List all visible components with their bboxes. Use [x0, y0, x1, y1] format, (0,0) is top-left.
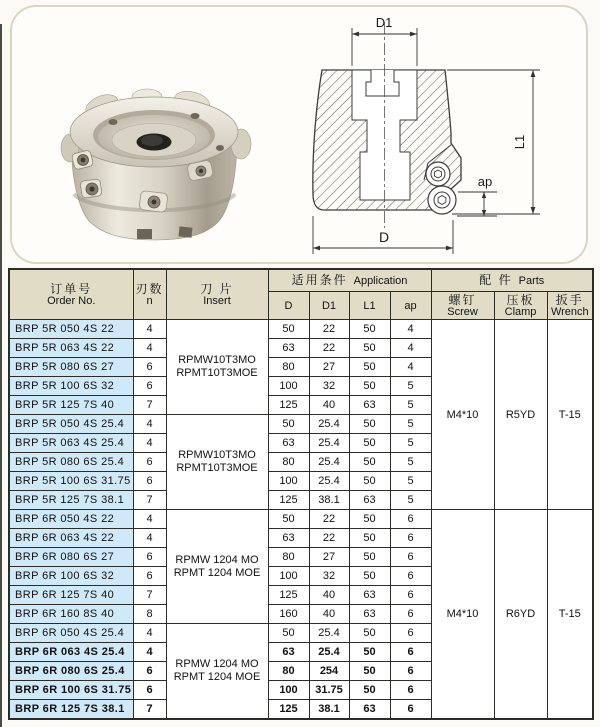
l1-cell: 63	[349, 605, 390, 624]
scan-edge-line	[0, 24, 2, 727]
flute-count-cell: 7	[133, 700, 166, 720]
order-cell: BRP 5R 063 4S 25.4	[9, 434, 133, 453]
ap-cell: 4	[390, 358, 431, 377]
d1-cell: 25.4	[309, 415, 349, 434]
clamp-cell: R6YD	[494, 510, 547, 720]
order-cell: BRP 6R 063 4S 22	[9, 529, 133, 548]
ap-cell: 6	[390, 567, 431, 586]
d-cell: 50	[268, 624, 309, 643]
insert-with-screw	[139, 190, 168, 212]
l1-cell: 50	[349, 567, 390, 586]
d-cell: 80	[268, 358, 309, 377]
wrench-cell: T-15	[547, 320, 593, 510]
face-screw-hole	[191, 113, 200, 119]
order-cell: BRP 6R 100 6S 31.75	[9, 681, 133, 700]
flute-count-cell: 6	[133, 377, 166, 396]
flute-count-cell: 4	[133, 643, 166, 662]
ap-cell: 5	[390, 434, 431, 453]
col-header-clamp-en: Clamp	[504, 305, 537, 318]
dimension-label-l1: L1	[512, 134, 527, 150]
order-cell: BRP 6R 080 6S 27	[9, 548, 133, 567]
l1-cell: 50	[349, 377, 390, 396]
d1-cell: 22	[309, 510, 349, 529]
screw-cell: M4*10	[431, 510, 494, 720]
product-photo	[40, 52, 275, 257]
flute-count-cell: 4	[133, 434, 166, 453]
d-cell: 63	[268, 339, 309, 358]
insert-screw	[428, 186, 456, 214]
insert-cell	[166, 320, 268, 415]
l1-cell: 50	[349, 548, 390, 567]
col-group-application	[268, 269, 431, 292]
d1-cell: 254	[309, 662, 349, 681]
screw-cell: M4*10	[431, 320, 494, 510]
ap-cell: 6	[390, 624, 431, 643]
order-cell: BRP 6R 063 4S 25.4	[9, 643, 133, 662]
d-cell: 100	[268, 472, 309, 491]
insert-line: RPMT10T3MOE	[176, 367, 258, 379]
table-row	[9, 320, 593, 339]
l1-cell: 63	[349, 586, 390, 605]
d-cell: 63	[268, 529, 309, 548]
order-cell: BRP 6R 050 4S 25.4	[9, 624, 133, 643]
d1-cell: 27	[309, 358, 349, 377]
insert-line: RPMT 1204 MOE	[173, 566, 261, 579]
l1-cell: 50	[349, 339, 390, 358]
insert-line: RPMW10T3MO	[178, 354, 256, 366]
order-cell: BRP 6R 125 7S 40	[9, 586, 133, 605]
ap-cell: 5	[390, 396, 431, 415]
dimension-label-d1: D1	[375, 15, 393, 30]
col-header-order	[9, 269, 133, 320]
col-header-n-en: n	[146, 294, 153, 307]
l1-cell: 50	[349, 320, 390, 339]
col-header-screw-zh: 螺钉	[448, 292, 477, 307]
flute-count-cell: 6	[133, 662, 166, 681]
order-cell: BRP 6R 160 8S 40	[9, 605, 133, 624]
col-header-screw	[431, 292, 494, 320]
face-screw-hole	[109, 119, 118, 125]
col-header-clamp-zh: 压板	[506, 292, 535, 307]
spec-table	[8, 268, 594, 720]
drive-slot	[137, 229, 152, 239]
d1-cell: 32	[309, 567, 349, 586]
col-header-wrench-zh: 扳手	[555, 292, 584, 307]
flute-count-cell: 4	[133, 320, 166, 339]
flute-count-cell: 7	[133, 586, 166, 605]
l1-cell: 50	[349, 529, 390, 548]
d-cell: 160	[268, 605, 309, 624]
d1-cell: 22	[309, 529, 349, 548]
flute-count-cell: 6	[133, 567, 166, 586]
order-cell: BRP 5R 063 4S 22	[9, 339, 133, 358]
ap-cell: 4	[390, 339, 431, 358]
d1-cell: 25.4	[309, 643, 349, 662]
col-group-application-zh: 适用条件	[291, 273, 348, 287]
insert-cell	[166, 415, 268, 510]
flute-count-cell: 7	[133, 396, 166, 415]
order-cell: BRP 6R 080 6S 25.4	[9, 662, 133, 681]
drive-slot	[179, 226, 193, 237]
d-cell: 125	[268, 396, 309, 415]
insert-line: RPMW 1204 MO	[175, 553, 259, 566]
ap-cell: 6	[390, 586, 431, 605]
l1-cell: 50	[349, 453, 390, 472]
ap-cell: 6	[390, 700, 431, 720]
col-group-application-en: Application	[353, 275, 408, 287]
order-cell: BRP 5R 100 6S 31.75	[9, 472, 133, 491]
col-header-order-en: Order No.	[47, 294, 96, 307]
d1-cell: 38.1	[309, 700, 349, 720]
flute-count-cell: 6	[133, 472, 166, 491]
col-header-insert-en: Insert	[203, 294, 231, 307]
col-header-d: D	[268, 292, 309, 320]
d1-cell: 22	[309, 320, 349, 339]
l1-cell: 63	[349, 700, 390, 720]
clamp-cell: R5YD	[494, 320, 547, 510]
dimension-label-ap: ap	[477, 174, 493, 189]
col-group-parts-zh: 配 件	[479, 273, 513, 287]
ap-cell: 5	[390, 377, 431, 396]
order-cell: BRP 5R 080 6S 27	[9, 358, 133, 377]
col-header-clamp	[494, 292, 547, 320]
l1-cell: 50	[349, 434, 390, 453]
col-group-parts-en: Parts	[518, 275, 545, 287]
flute-count-cell: 4	[133, 339, 166, 358]
l1-cell: 50	[349, 643, 390, 662]
l1-cell: 50	[349, 472, 390, 491]
d1-cell: 40	[309, 605, 349, 624]
table-row	[9, 510, 593, 529]
clamp-screw	[426, 162, 450, 186]
table-header	[9, 269, 593, 320]
d-cell: 50	[268, 510, 309, 529]
d1-cell: 25.4	[309, 624, 349, 643]
flute-count-cell: 4	[133, 624, 166, 643]
ap-cell: 6	[390, 510, 431, 529]
flute-count-cell: 7	[133, 491, 166, 510]
d-cell: 80	[268, 662, 309, 681]
d1-cell: 31.75	[309, 681, 349, 700]
insert-cell	[166, 624, 268, 720]
order-cell: BRP 5R 080 6S 25.4	[9, 453, 133, 472]
d-cell: 63	[268, 643, 309, 662]
technical-drawing	[300, 8, 590, 258]
insert-line: RPMT10T3MOE	[176, 462, 258, 474]
dimension-ap	[457, 192, 497, 216]
l1-cell: 63	[349, 396, 390, 415]
ap-cell: 5	[390, 491, 431, 510]
flute-count-cell: 6	[133, 548, 166, 567]
d1-cell: 25.4	[309, 453, 349, 472]
d1-cell: 22	[309, 339, 349, 358]
col-header-insert	[166, 269, 268, 320]
d-cell: 50	[268, 320, 309, 339]
d1-cell: 40	[309, 396, 349, 415]
flute-count-cell: 4	[133, 415, 166, 434]
insert-line: RPMW 1204 MO	[175, 658, 259, 670]
d-cell: 100	[268, 377, 309, 396]
dimension-label-d: D	[378, 229, 390, 245]
ap-cell: 5	[390, 453, 431, 472]
order-cell: BRP 6R 050 4S 22	[9, 510, 133, 529]
ap-cell: 6	[390, 605, 431, 624]
d-cell: 100	[268, 567, 309, 586]
col-header-order-zh: 订单号	[50, 281, 93, 296]
col-header-ap: ap	[390, 292, 431, 320]
d1-cell: 25.4	[309, 434, 349, 453]
d1-cell: 32	[309, 377, 349, 396]
ap-cell: 5	[390, 415, 431, 434]
ap-cell: 5	[390, 472, 431, 491]
col-group-parts	[431, 269, 593, 292]
flute-count-cell: 8	[133, 605, 166, 624]
wrench-cell: T-15	[547, 510, 593, 720]
ap-cell: 4	[390, 320, 431, 339]
flute-count-cell: 6	[133, 453, 166, 472]
col-header-d1: D1	[309, 292, 349, 320]
ap-cell: 6	[390, 548, 431, 567]
d-cell: 100	[268, 681, 309, 700]
d-cell: 125	[268, 491, 309, 510]
d-cell: 63	[268, 434, 309, 453]
d-cell: 125	[268, 700, 309, 720]
d1-cell: 27	[309, 548, 349, 567]
order-cell: BRP 5R 050 4S 22	[9, 320, 133, 339]
insert-line: RPMW10T3MO	[178, 449, 256, 461]
ap-cell: 6	[390, 662, 431, 681]
table-body	[9, 320, 593, 720]
d-cell: 50	[268, 415, 309, 434]
col-header-insert-zh: 刀 片	[200, 281, 234, 296]
l1-cell: 50	[349, 681, 390, 700]
order-cell: BRP 6R 125 7S 38.1	[9, 700, 133, 720]
d-cell: 125	[268, 586, 309, 605]
col-header-n	[133, 269, 166, 320]
flute-count-cell: 6	[133, 358, 166, 377]
ap-cell: 6	[390, 643, 431, 662]
col-header-wrench-en: Wrench	[550, 305, 589, 318]
ap-cell: 6	[390, 529, 431, 548]
col-header-wrench	[547, 292, 593, 320]
order-cell: BRP 5R 125 7S 40	[9, 396, 133, 415]
insert-line: RPMT 1204 MOE	[173, 671, 261, 683]
d1-cell: 38.1	[309, 491, 349, 510]
l1-cell: 50	[349, 624, 390, 643]
l1-cell: 50	[349, 358, 390, 377]
d-cell: 80	[268, 453, 309, 472]
l1-cell: 63	[349, 491, 390, 510]
ap-cell: 6	[390, 681, 431, 700]
order-cell: BRP 5R 050 4S 25.4	[9, 415, 133, 434]
flute-count-cell: 6	[133, 681, 166, 700]
insert-with-screw	[80, 179, 102, 199]
col-header-l1: L1	[349, 292, 390, 320]
face-screw-hole	[216, 145, 224, 151]
l1-cell: 50	[349, 662, 390, 681]
insert-cell	[166, 510, 268, 624]
d-cell: 80	[268, 548, 309, 567]
flute-count-cell: 4	[133, 510, 166, 529]
flute-count-cell: 4	[133, 529, 166, 548]
d1-cell: 40	[309, 586, 349, 605]
counterbore-notch	[366, 70, 399, 96]
order-cell: BRP 5R 100 6S 32	[9, 377, 133, 396]
col-header-n-zh: 刃数	[135, 281, 164, 296]
d1-cell: 25.4	[309, 472, 349, 491]
order-cell: BRP 5R 125 7S 38.1	[9, 491, 133, 510]
order-cell: BRP 6R 100 6S 32	[9, 567, 133, 586]
l1-cell: 50	[349, 415, 390, 434]
l1-cell: 50	[349, 510, 390, 529]
col-header-screw-en: Screw	[447, 305, 478, 318]
